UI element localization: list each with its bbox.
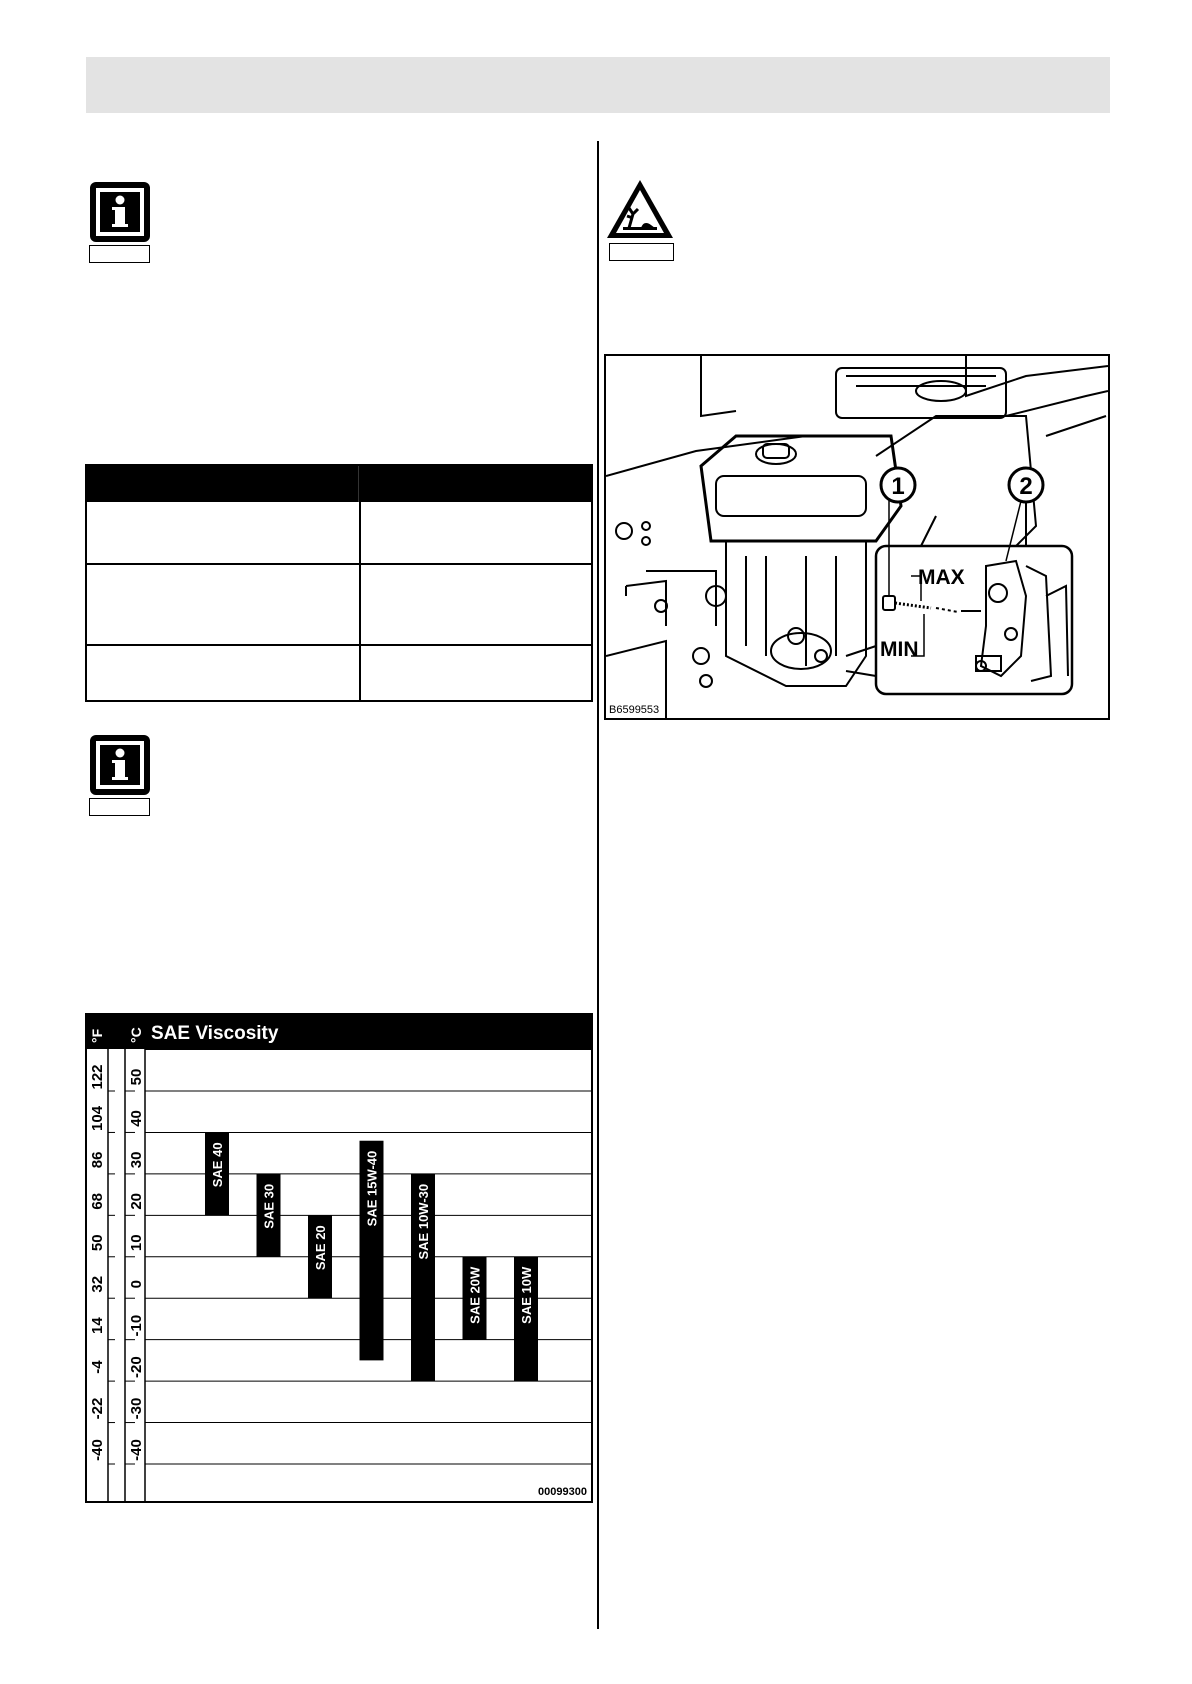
info-icon bbox=[89, 734, 151, 796]
tick-label-celsius: 0 bbox=[128, 1280, 145, 1289]
label-min: MIN bbox=[880, 638, 919, 661]
label-max: MAX bbox=[918, 566, 965, 589]
warning-caption-box bbox=[609, 243, 674, 261]
tick-label-fahrenheit: 122 bbox=[89, 1064, 106, 1090]
table-row-divider bbox=[87, 644, 591, 646]
viscosity-bar-label: SAE 20W bbox=[467, 1266, 483, 1324]
table-row-divider bbox=[87, 563, 591, 565]
tick-label-fahrenheit: -22 bbox=[89, 1397, 106, 1420]
unit-fahrenheit: °F bbox=[89, 1028, 105, 1043]
tick-label-fahrenheit: 14 bbox=[89, 1317, 106, 1335]
tick-label-celsius: 10 bbox=[128, 1234, 145, 1252]
viscosity-bar-label: SAE 40 bbox=[210, 1142, 225, 1188]
info-icon bbox=[89, 181, 151, 243]
chart-code: 00099300 bbox=[538, 1486, 587, 1498]
tick-label-fahrenheit: -40 bbox=[89, 1439, 106, 1461]
viscosity-bar-label: SAE 20 bbox=[313, 1225, 328, 1271]
column-divider bbox=[597, 141, 599, 1629]
chart-title: SAE Viscosity bbox=[151, 1023, 279, 1044]
viscosity-bar-label: SAE 10W bbox=[519, 1266, 534, 1324]
tick-label-fahrenheit: 32 bbox=[89, 1275, 106, 1293]
page-header-bar bbox=[86, 57, 1110, 113]
tick-label-celsius: -10 bbox=[128, 1314, 145, 1337]
spec-table bbox=[85, 464, 593, 702]
unit-celsius: °C bbox=[128, 1027, 144, 1043]
tick-label-fahrenheit: 104 bbox=[89, 1105, 106, 1131]
tick-label-celsius: 40 bbox=[128, 1110, 145, 1127]
tick-label-celsius: 20 bbox=[128, 1192, 145, 1210]
tick-label-fahrenheit: 50 bbox=[89, 1234, 106, 1252]
engine-oil-level-figure bbox=[604, 354, 1110, 720]
figure-code: B6599553 bbox=[609, 704, 660, 716]
info-caption-box bbox=[89, 245, 150, 263]
info-caption-box bbox=[89, 798, 150, 816]
tick-label-celsius: -30 bbox=[128, 1397, 145, 1420]
tick-label-fahrenheit: 86 bbox=[89, 1151, 106, 1169]
environment-hazard-icon bbox=[605, 178, 675, 240]
tick-label-fahrenheit: -4 bbox=[89, 1360, 106, 1374]
viscosity-bar-label: SAE 10W-30 bbox=[416, 1183, 431, 1260]
callout-2: 2 bbox=[1019, 473, 1033, 500]
viscosity-bar-label: SAE 30 bbox=[261, 1183, 277, 1229]
tick-label-celsius: -40 bbox=[128, 1439, 145, 1461]
sae-viscosity-chart bbox=[85, 1013, 593, 1503]
tick-label-celsius: 50 bbox=[128, 1068, 145, 1086]
viscosity-bar-label: SAE 15W-40 bbox=[364, 1150, 380, 1227]
tick-label-celsius: -20 bbox=[128, 1356, 145, 1378]
tick-label-celsius: 30 bbox=[128, 1151, 145, 1169]
tick-label-fahrenheit: 68 bbox=[89, 1192, 106, 1210]
callout-1: 1 bbox=[891, 473, 905, 500]
spec-table-header bbox=[87, 466, 591, 502]
